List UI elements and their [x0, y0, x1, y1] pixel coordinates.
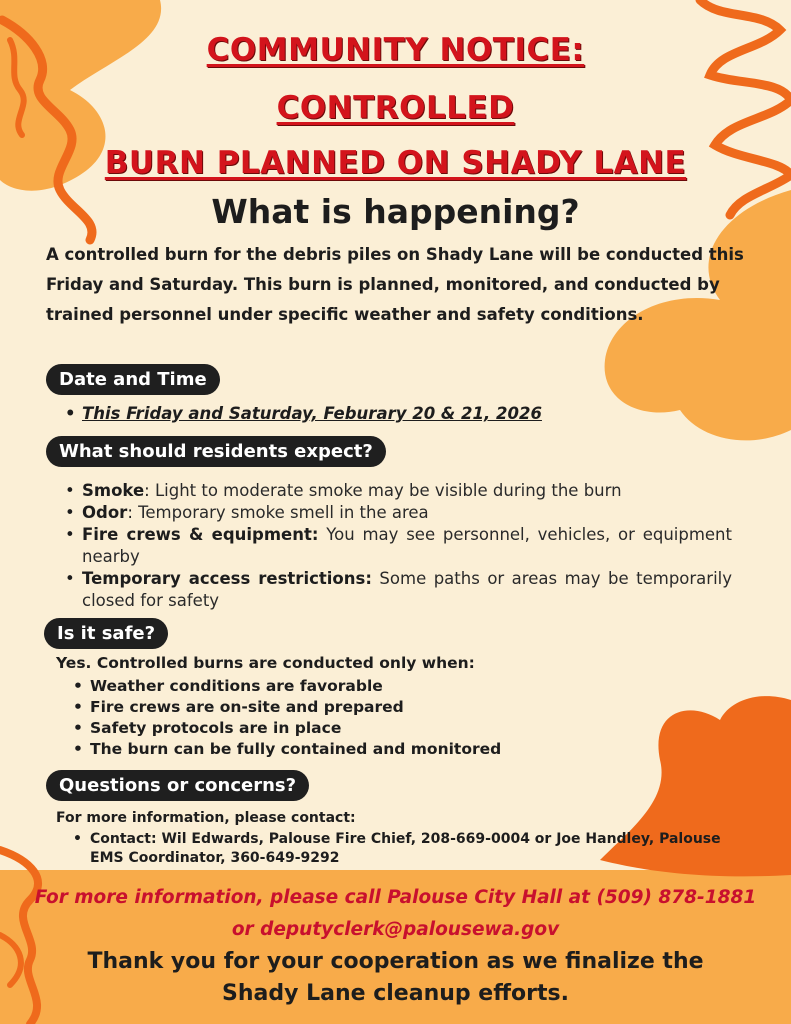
expect-list [62, 480, 732, 612]
is-it-safe-heading: Is it safe? [44, 618, 168, 649]
contact-intro: For more information, please contact: [56, 810, 356, 826]
contact-list [70, 830, 750, 868]
city-hall-line-1: For more information, please call Palouse City Hall at (509) 878-1881 [34, 887, 757, 908]
list-item: • The burn can be fully contained and monitored [70, 739, 710, 760]
list-item [62, 480, 732, 502]
safe-list [70, 676, 710, 760]
term: Odor [82, 503, 128, 522]
list-item: • Safety protocols are in place [70, 718, 710, 739]
questions-heading: Questions or concerns? [46, 770, 309, 801]
what-is-happening-heading: What is happening? [211, 192, 580, 231]
list-item [62, 502, 732, 524]
residents-expect-heading: What should residents expect? [46, 436, 386, 467]
title-line-3: BURN PLANNED ON SHADY LANE [104, 145, 687, 181]
list-item: • Contact: Wil Edwards, Palouse Fire Chief, 208-669-0004 or Joe Handley, Palouse EMS Coordinator, 360-649-9292 [70, 830, 750, 868]
list-item: • Weather conditions are favorable [70, 676, 710, 697]
description: Some paths or areas may be temporarily closed for safety [82, 569, 732, 610]
city-hall-email: or deputyclerk@palousewa.gov [231, 919, 560, 940]
city-hall-contact [0, 882, 791, 946]
thank-you-message [0, 946, 791, 1010]
description: You may see personnel, vehicles, or equipment nearby [82, 525, 732, 566]
date-list [62, 404, 742, 423]
term: Temporary access restrictions: [82, 569, 372, 588]
description: Temporary smoke smell in the area [132, 503, 429, 522]
description: Light to moderate smoke may be visible during the burn [149, 481, 622, 500]
thanks-line-2: Shady Lane cleanup efforts. [222, 981, 569, 1006]
list-item [62, 568, 732, 612]
list-item: • Fire crews are on-site and prepared [70, 697, 710, 718]
term-sep: : [144, 481, 150, 500]
date-text: This Friday and Saturday, Feburary 20 & 21, 2026 [82, 404, 542, 423]
intro-paragraph: A controlled burn for the debris piles on Shady Lane will be conducted this Friday and Saturday. This burn is planned, monitored, and conducted by trained personnel under specific weather and safety conditions. [46, 245, 744, 324]
list-item [62, 524, 732, 568]
list-item [62, 404, 742, 423]
term: Smoke [82, 481, 145, 500]
title-line-1: COMMUNITY NOTICE: [206, 32, 585, 68]
thanks-line-1: Thank you for your cooperation as we finalize the [87, 949, 704, 974]
title-line-2: CONTROLLED [276, 90, 515, 126]
term: Fire crews & equipment: [82, 525, 319, 544]
safe-intro: Yes. Controlled burns are conducted only when: [56, 654, 475, 672]
term-sep: : [127, 503, 133, 522]
date-and-time-heading: Date and Time [46, 364, 220, 395]
